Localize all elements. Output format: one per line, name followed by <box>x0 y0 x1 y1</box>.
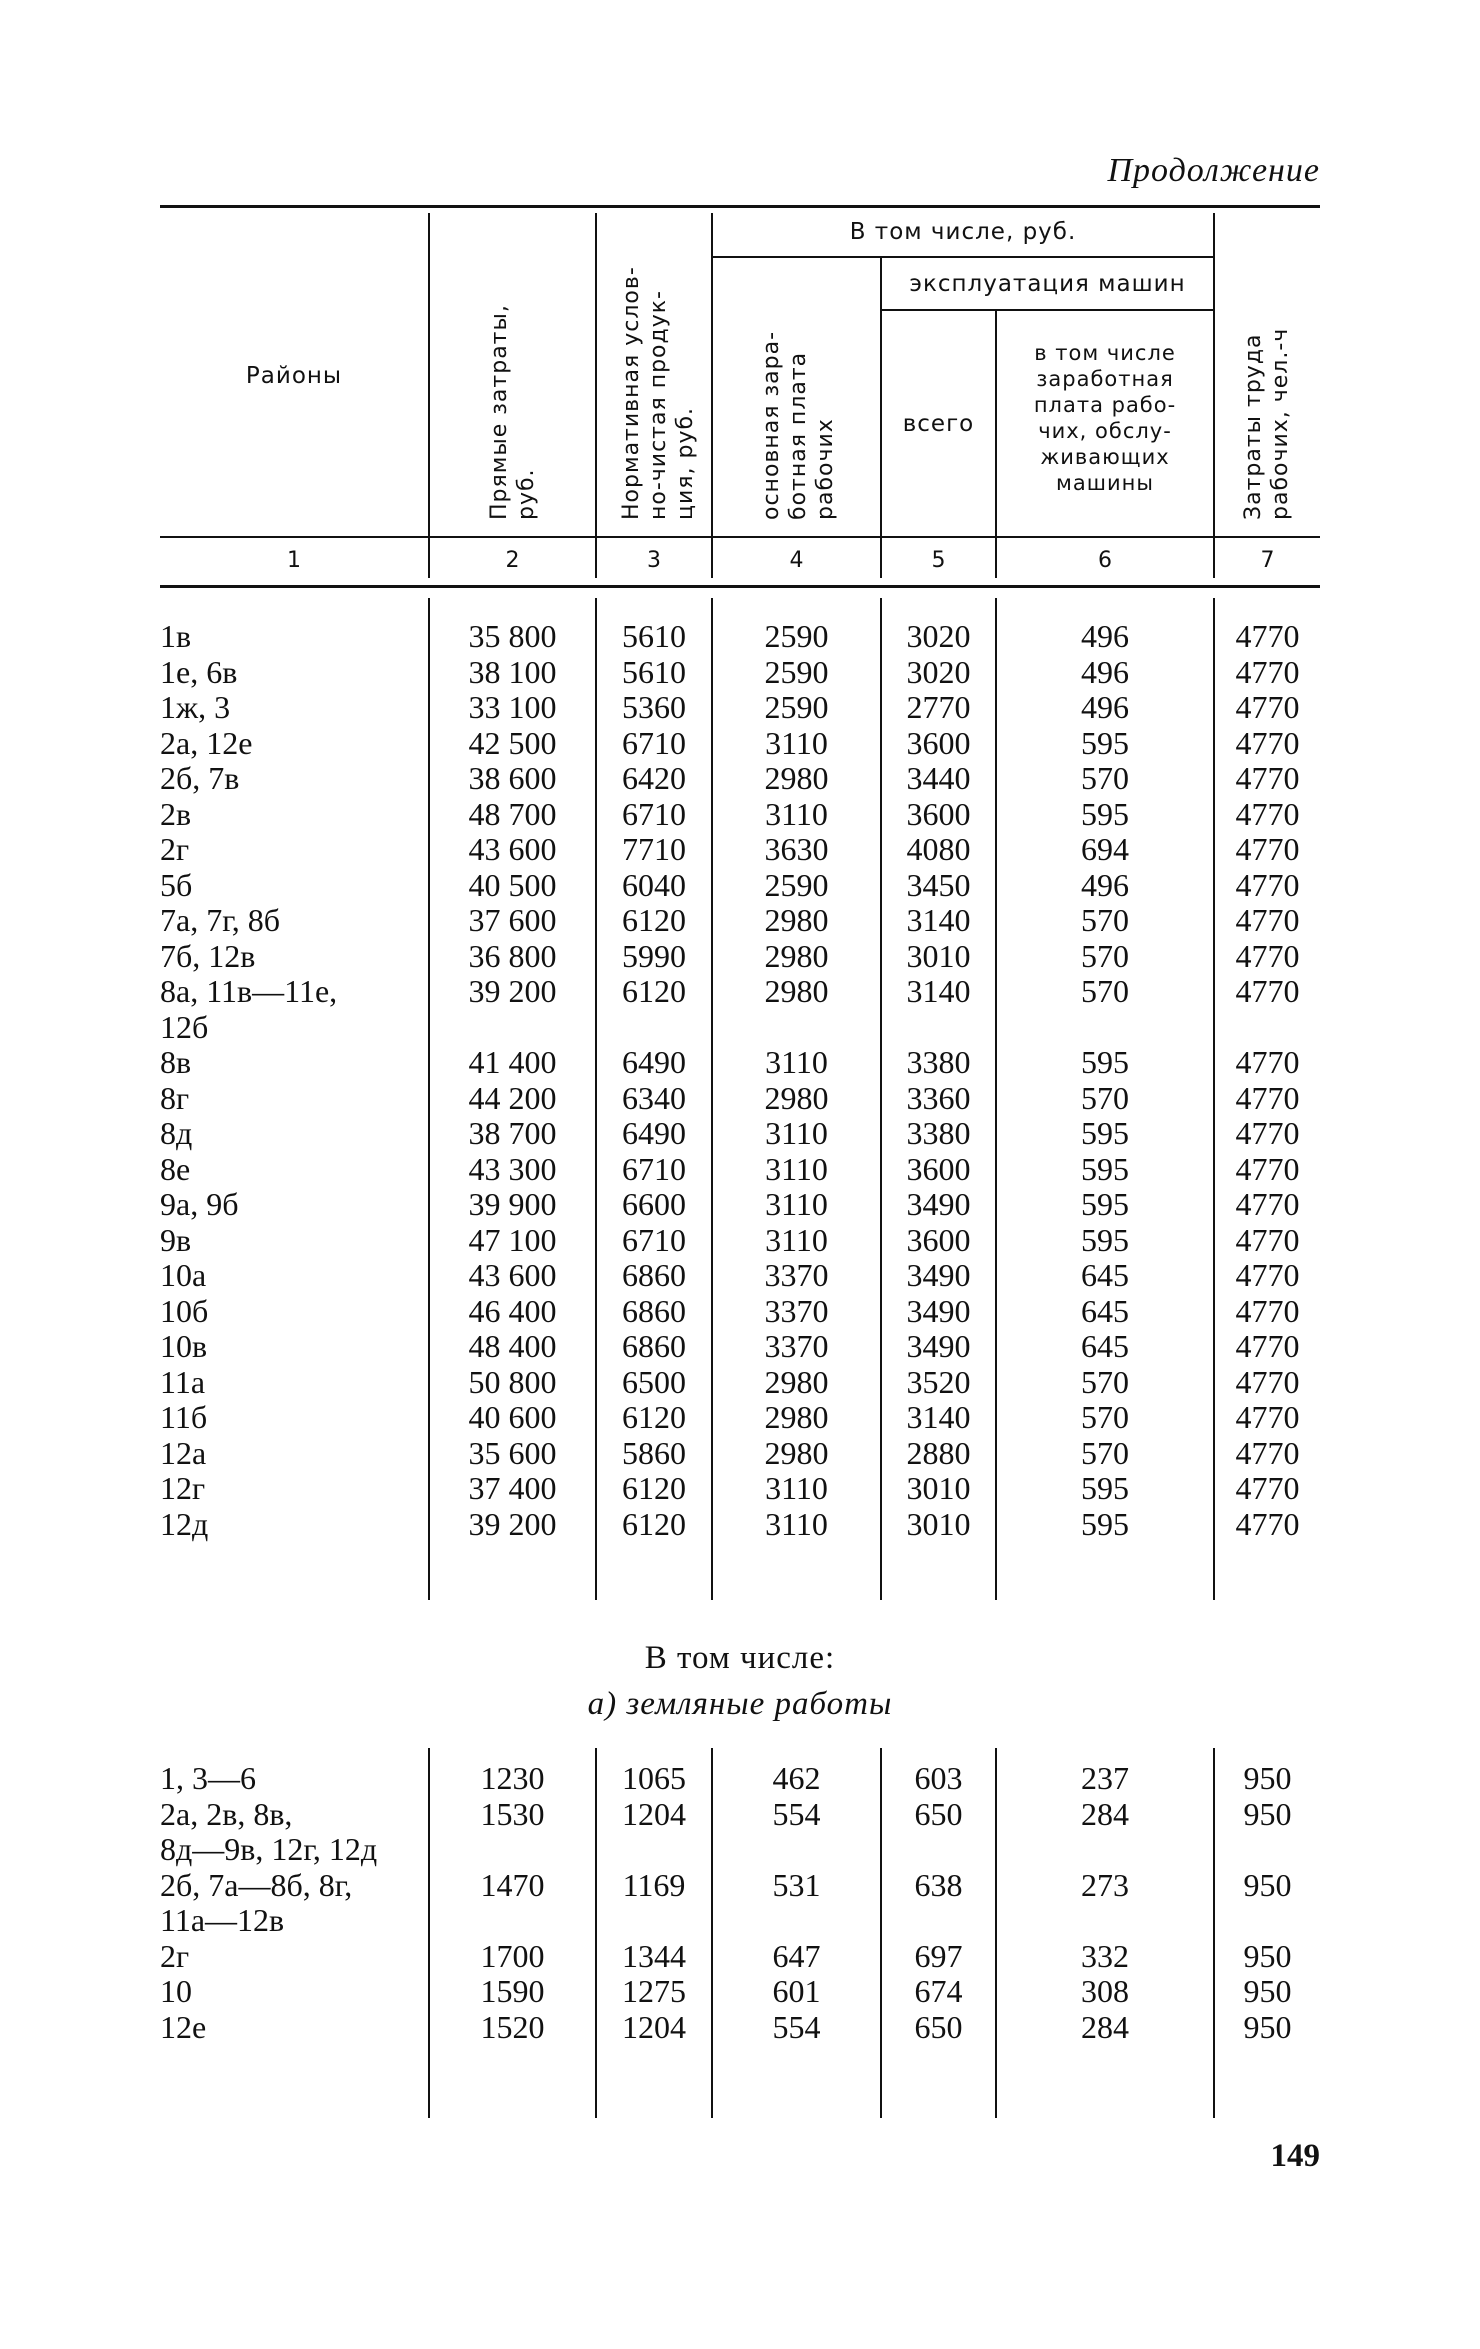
table-cell: 35 600 <box>468 1434 557 1471</box>
table-cell: 6710 <box>622 1221 686 1258</box>
table-cell: 5610 <box>622 618 686 654</box>
district-name: 12д <box>160 1505 209 1542</box>
table-cell: 674 <box>914 1973 963 2009</box>
table-cell: 2590 <box>764 689 829 725</box>
header-bottom-rule <box>160 536 1320 538</box>
table-cell: 5360 <box>622 689 686 725</box>
table-cell: 2590 <box>764 618 829 654</box>
table-cell: 3600 <box>906 724 971 761</box>
table-cell: 4770 <box>1235 1363 1300 1400</box>
table-cell: 3110 <box>765 1150 828 1187</box>
table-cell: 645 <box>1081 1328 1129 1364</box>
table-cell: 37 600 <box>468 902 557 938</box>
table-cell: 6120 <box>622 1505 686 1542</box>
table-cell: 3110 <box>765 795 828 832</box>
table-cell: 4770 <box>1235 937 1300 974</box>
district-name: 1ж, 3 <box>160 689 231 725</box>
table-cell: 4770 <box>1235 1115 1300 1151</box>
table-cell: 39 200 <box>468 973 557 1009</box>
table-cell: 570 <box>1081 937 1129 974</box>
table-cell: 595 <box>1081 1470 1129 1506</box>
table-cell: 3520 <box>906 1363 971 1400</box>
table-cell: 308 <box>1081 1973 1129 2009</box>
table-cell: 3630 <box>764 831 829 867</box>
table-cell: 4770 <box>1235 760 1300 796</box>
table-cell: 4770 <box>1235 1328 1300 1364</box>
table-cell: 3110 <box>765 724 828 761</box>
table-cell: 6120 <box>622 902 686 938</box>
district-name: 12а <box>160 1434 207 1471</box>
table-cell: 2980 <box>764 1363 829 1400</box>
table-cell: 6600 <box>622 1186 686 1222</box>
table-cell: 3020 <box>906 653 971 690</box>
table-cell: 3110 <box>765 1221 828 1258</box>
table-cell: 4770 <box>1235 618 1300 654</box>
table-cell: 6120 <box>622 1470 686 1506</box>
table-cell: 3110 <box>765 1470 828 1506</box>
district-name: 2г <box>160 1937 190 1974</box>
district-name: 11а—12в <box>160 1902 285 1938</box>
table-cell: 1230 <box>480 1760 545 1796</box>
table-cell: 284 <box>1081 2008 1129 2045</box>
table-cell: 47 100 <box>468 1221 557 1258</box>
table-cell: 3110 <box>765 1505 828 1542</box>
table-cell: 4770 <box>1235 1221 1300 1258</box>
table-cell: 645 <box>1081 1257 1129 1293</box>
table-cell: 39 900 <box>468 1186 557 1222</box>
col-number: 4 <box>789 548 804 573</box>
hdr-vline-1 <box>428 213 430 578</box>
section-including: В том числе: <box>644 1640 836 1676</box>
table-cell: 6710 <box>622 795 686 832</box>
table-cell: 570 <box>1081 902 1129 938</box>
table-cell: 650 <box>914 1795 963 1832</box>
page-number: 149 <box>1270 2138 1320 2174</box>
table-cell: 3140 <box>906 902 971 938</box>
table-cell: 1065 <box>622 1760 686 1796</box>
table-cell: 6420 <box>622 760 686 796</box>
header-machine-operation: эксплуатация машин <box>909 271 1186 297</box>
table-cell: 496 <box>1081 618 1129 654</box>
table-cell: 950 <box>1243 2008 1292 2045</box>
district-name: 10в <box>160 1328 208 1364</box>
district-name: 2в <box>160 795 192 832</box>
col-number: 5 <box>931 548 946 573</box>
table-cell: 462 <box>772 1760 821 1796</box>
table-cell: 48 400 <box>468 1328 557 1364</box>
table-cell: 595 <box>1081 1115 1129 1151</box>
table-cell: 595 <box>1081 1221 1129 1258</box>
table-cell: 5860 <box>622 1434 686 1471</box>
table-cell: 950 <box>1243 1866 1292 1903</box>
table-cell: 1204 <box>622 1795 686 1832</box>
district-name: 1е, 6в <box>160 653 238 690</box>
district-name: 10а <box>160 1257 207 1293</box>
table-cell: 35 800 <box>468 618 557 654</box>
table-cell: 1169 <box>622 1866 686 1903</box>
table-cell: 950 <box>1243 1795 1292 1832</box>
table-cell: 2980 <box>764 760 829 796</box>
table-cell: 554 <box>772 1795 821 1832</box>
district-name: 2а, 12е <box>160 724 253 761</box>
table-cell: 2980 <box>764 1434 829 1471</box>
table-cell: 3140 <box>906 1399 971 1435</box>
table-cell: 5990 <box>622 937 686 974</box>
district-name: 2б, 7а—8б, 8г, <box>160 1866 353 1903</box>
header-including: В том числе, руб. <box>849 219 1077 245</box>
table-cell: 694 <box>1081 831 1129 867</box>
table-cell: 4770 <box>1235 866 1300 903</box>
table-cell: 1344 <box>622 1937 686 1974</box>
table-cell: 39 200 <box>468 1505 557 1542</box>
table-cell: 6860 <box>622 1257 686 1293</box>
table-cell: 595 <box>1081 724 1129 761</box>
table-cell: 4770 <box>1235 1079 1300 1116</box>
table-cell: 2590 <box>764 866 829 903</box>
table-cell: 697 <box>914 1937 963 1974</box>
table-cell: 1520 <box>480 2008 545 2045</box>
table-cell: 44 200 <box>468 1079 557 1116</box>
district-name: 8г <box>160 1079 190 1116</box>
table-cell: 37 400 <box>468 1470 557 1506</box>
table-cell: 43 600 <box>468 1257 557 1293</box>
table-cell: 570 <box>1081 1363 1129 1400</box>
table-cell: 1700 <box>480 1937 545 1974</box>
district-name: 8д—9в, 12г, 12д <box>160 1831 378 1867</box>
table-cell: 1530 <box>480 1795 545 1832</box>
district-name: 12г <box>160 1470 206 1506</box>
table-cell: 950 <box>1243 1937 1292 1974</box>
table-cell: 3490 <box>906 1292 971 1329</box>
table-cell: 4770 <box>1235 653 1300 690</box>
table-cell: 6500 <box>622 1363 686 1400</box>
table-cell: 3370 <box>764 1328 829 1364</box>
header-normative: Нормативная услов- но-чистая продук- ция, руб. <box>619 266 698 520</box>
district-name: 11б <box>160 1399 208 1435</box>
table-cell: 4770 <box>1235 1044 1300 1080</box>
table-cell: 40 500 <box>468 866 557 903</box>
table-cell: 6860 <box>622 1328 686 1364</box>
district-name: 2а, 2в, 8в, <box>160 1795 293 1832</box>
district-name: 11а <box>160 1363 206 1400</box>
district-name: 9а, 9б <box>160 1186 239 1222</box>
table-cell: 1590 <box>480 1973 545 2009</box>
district-name: 2г <box>160 831 190 867</box>
district-name: 9в <box>160 1221 192 1258</box>
table-cell: 6710 <box>622 1150 686 1187</box>
section-earthworks: а) земляные работы <box>587 1686 893 1722</box>
table-cell: 46 400 <box>468 1292 557 1329</box>
table-cell: 2980 <box>764 1079 829 1116</box>
table-cell: 1275 <box>622 1973 686 2009</box>
table-cell: 647 <box>772 1937 821 1974</box>
table-cell: 2980 <box>764 902 829 938</box>
table-cell: 2980 <box>764 1399 829 1435</box>
district-name: 8д <box>160 1115 193 1151</box>
table-cell: 570 <box>1081 1079 1129 1116</box>
table-cell: 332 <box>1081 1937 1129 1974</box>
table-cell: 3380 <box>906 1115 971 1151</box>
table-cell: 4080 <box>906 831 971 867</box>
district-name: 1в <box>160 618 192 654</box>
table-cell: 4770 <box>1235 1292 1300 1329</box>
header-including-wage: в том числе заработная плата рабо- чих, обслу- живающих машины <box>1033 341 1177 495</box>
table-cell: 2770 <box>906 689 971 725</box>
col-number: 3 <box>647 548 661 573</box>
district-name: 8в <box>160 1044 192 1080</box>
hdr-vline-3 <box>711 213 713 578</box>
table-cell: 7710 <box>622 831 686 867</box>
table-cell: 6710 <box>622 724 686 761</box>
header-districts: Районы <box>245 363 343 389</box>
hdr-vline-2 <box>595 213 597 578</box>
table-cell: 237 <box>1081 1760 1129 1796</box>
district-name: 12б <box>160 1008 209 1045</box>
table-cell: 595 <box>1081 1505 1129 1542</box>
district-name: 10б <box>160 1292 209 1329</box>
district-name: 2б, 7в <box>160 760 240 796</box>
table-cell: 4770 <box>1235 1257 1300 1293</box>
table-cell: 645 <box>1081 1292 1129 1329</box>
table-cell: 50 800 <box>468 1363 557 1400</box>
col-number: 2 <box>505 548 520 573</box>
district-name: 8е <box>160 1150 191 1187</box>
table-cell: 2980 <box>764 973 829 1009</box>
table-cell: 595 <box>1081 1150 1129 1187</box>
table-cell: 3490 <box>906 1328 971 1364</box>
table-cell: 5610 <box>622 653 686 690</box>
table-cell: 950 <box>1243 1973 1292 2009</box>
table-cell: 41 400 <box>468 1044 557 1080</box>
table-cell: 650 <box>914 2008 963 2045</box>
table-cell: 43 600 <box>468 831 557 867</box>
table-cell: 4770 <box>1235 795 1300 832</box>
table-cell: 42 500 <box>468 724 557 761</box>
table-cell: 3010 <box>906 1470 971 1506</box>
table-cell: 595 <box>1081 795 1129 832</box>
district-name: 1, 3—6 <box>160 1760 256 1796</box>
district-name: 8а, 11в—11е, <box>160 973 338 1009</box>
col-number: 6 <box>1098 548 1112 573</box>
table-cell: 6120 <box>622 973 686 1009</box>
table-cell: 3110 <box>765 1115 828 1151</box>
table-cell: 3010 <box>906 1505 971 1542</box>
hdr-vline-6 <box>1213 213 1215 578</box>
col-number: 7 <box>1260 548 1275 573</box>
table-cell: 950 <box>1243 1760 1292 1796</box>
table-cell: 496 <box>1081 866 1129 903</box>
table-cell: 33 100 <box>468 689 557 725</box>
table-cell: 38 600 <box>468 760 557 796</box>
table-cell: 3490 <box>906 1186 971 1222</box>
table-cell: 36 800 <box>468 937 557 974</box>
district-name: 7а, 7г, 8б <box>160 902 280 938</box>
table-cell: 3600 <box>906 1150 971 1187</box>
header-total: всего <box>902 411 975 437</box>
district-name: 5б <box>160 866 193 903</box>
table-cell: 6860 <box>622 1292 686 1329</box>
table-cell: 4770 <box>1235 831 1300 867</box>
district-name: 10 <box>160 1973 192 2009</box>
table-cell: 570 <box>1081 973 1129 1009</box>
colnum-bottom-rule <box>160 585 1320 588</box>
table-cell: 3360 <box>906 1079 971 1116</box>
table-cell: 3010 <box>906 937 971 974</box>
table-cell: 570 <box>1081 760 1129 796</box>
header-direct-costs: Прямые затраты, руб. <box>487 304 539 520</box>
table-cell: 3020 <box>906 618 971 654</box>
table-cell: 6490 <box>622 1115 686 1151</box>
table-cell: 3450 <box>906 866 971 903</box>
table-cell: 2980 <box>764 937 829 974</box>
district-name: 7б, 12в <box>160 937 256 974</box>
table-top-rule <box>160 205 1320 208</box>
table-cell: 4770 <box>1235 1399 1300 1435</box>
table-cell: 3110 <box>765 1186 828 1222</box>
table-cell: 6490 <box>622 1044 686 1080</box>
table-cell: 554 <box>772 2008 821 2045</box>
table-cell: 4770 <box>1235 973 1300 1009</box>
table-cell: 4770 <box>1235 689 1300 725</box>
district-name: 12е <box>160 2008 207 2045</box>
table-cell: 38 700 <box>468 1115 557 1151</box>
table-cell: 1470 <box>480 1866 545 1903</box>
table-cell: 3370 <box>764 1257 829 1293</box>
table-cell: 273 <box>1081 1866 1129 1903</box>
table-cell: 6040 <box>622 866 686 903</box>
table-cell: 3110 <box>765 1044 828 1080</box>
table-cell: 570 <box>1081 1399 1129 1435</box>
table-cell: 531 <box>772 1866 821 1903</box>
header-labor: Затраты труда рабочих, чел.-ч <box>1241 327 1293 520</box>
including-rule <box>713 256 1215 258</box>
table-cell: 4770 <box>1235 1470 1300 1506</box>
table-cell: 2880 <box>906 1434 971 1471</box>
table-cell: 284 <box>1081 1795 1129 1832</box>
table-cell: 570 <box>1081 1434 1129 1471</box>
table-cell: 6120 <box>622 1399 686 1435</box>
table-cell: 2590 <box>764 653 829 690</box>
continuation-label: Продолжение <box>1107 152 1320 189</box>
table-cell: 4770 <box>1235 1434 1300 1471</box>
table-cell: 496 <box>1081 653 1129 690</box>
table-cell: 595 <box>1081 1186 1129 1222</box>
header-base-wage: основная зара- ботная плата рабочих <box>759 330 838 520</box>
table-cell: 3600 <box>906 795 971 832</box>
table-cell: 638 <box>914 1866 963 1903</box>
col-number: 1 <box>287 548 301 573</box>
machine-rule <box>880 309 1215 311</box>
table-cell: 3140 <box>906 973 971 1009</box>
table-cell: 3440 <box>906 760 971 796</box>
table-cell: 496 <box>1081 689 1129 725</box>
table-cell: 3600 <box>906 1221 971 1258</box>
table-cell: 4770 <box>1235 1505 1300 1542</box>
table-cell: 4770 <box>1235 1150 1300 1187</box>
table-cell: 6340 <box>622 1079 686 1116</box>
table-cell: 4770 <box>1235 1186 1300 1222</box>
table-cell: 595 <box>1081 1044 1129 1080</box>
table-cell: 40 600 <box>468 1399 557 1435</box>
table-cell: 48 700 <box>468 795 557 832</box>
table-cell: 603 <box>914 1760 963 1796</box>
table-cell: 3380 <box>906 1044 971 1080</box>
table-cell: 4770 <box>1235 902 1300 938</box>
table-cell: 1204 <box>622 2008 686 2045</box>
table-cell: 38 100 <box>468 653 557 690</box>
table-cell: 601 <box>772 1973 821 2009</box>
table-cell: 3370 <box>764 1292 829 1329</box>
table-cell: 43 300 <box>468 1150 557 1187</box>
table-cell: 3490 <box>906 1257 971 1293</box>
table-cell: 4770 <box>1235 724 1300 761</box>
